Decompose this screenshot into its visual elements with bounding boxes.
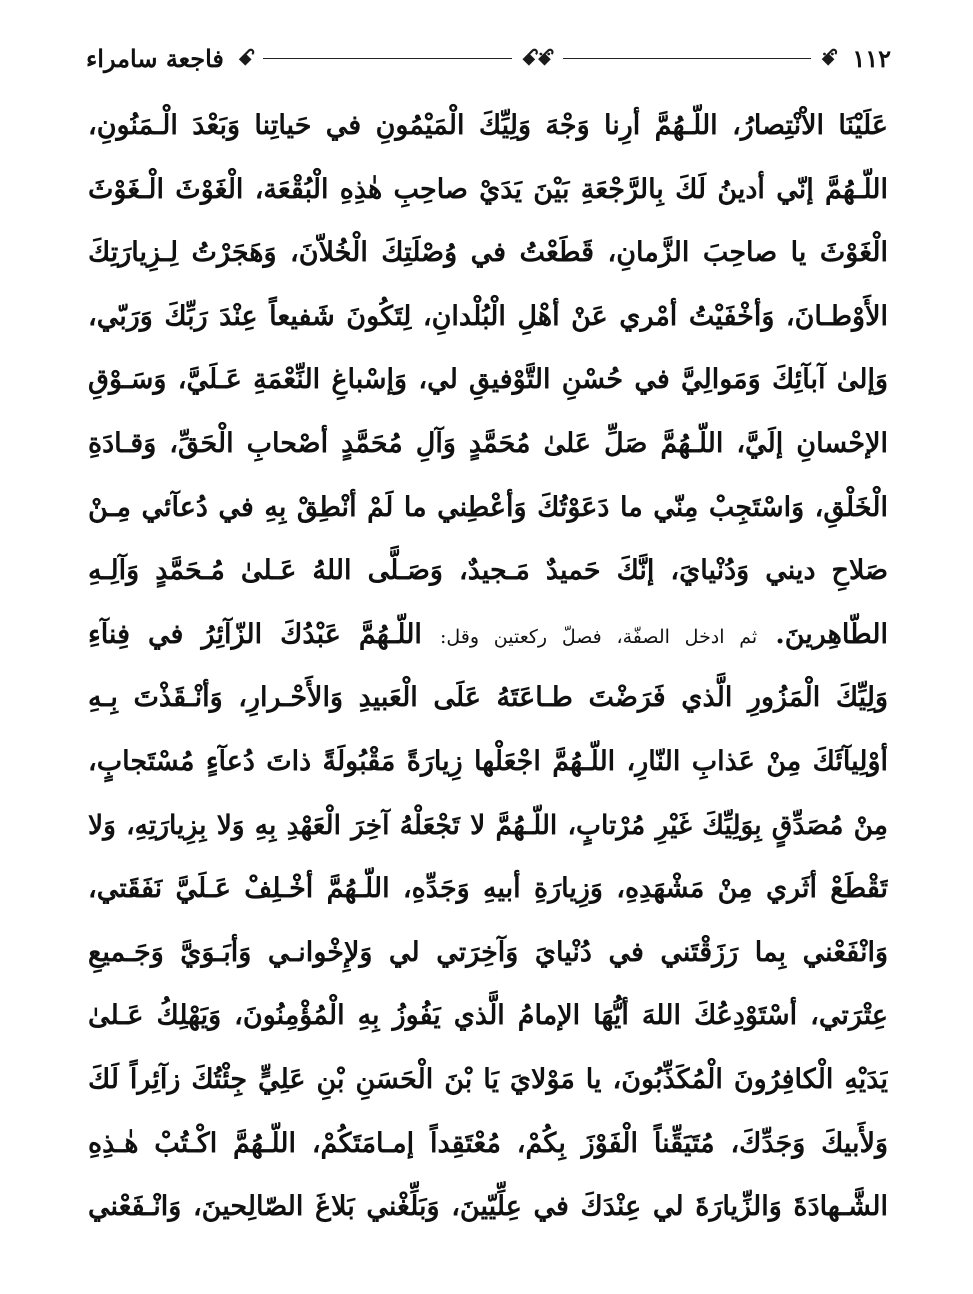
running-header — [86, 38, 891, 78]
line-9-end: اللّـهُمَّ عَبْدُكَ الزّآئِرُ في فِنآءِ — [88, 618, 422, 650]
text-line-14: وَانْفَعْني بِما رَزَقْتَني في دُنْيايَ وَآخِرَتي لي وَلإِخْوانـي وَأبَـوَيَّ وَجَـميعِ — [88, 936, 888, 968]
book-title: فاجعة سامراء — [85, 43, 224, 73]
instruction-text: ثم ادخل الصفّة، فصلّ ركعتين وقل: — [440, 625, 758, 648]
text-line-4: الأَوْطـانَ، وَأخْفَيْتُ أمْري عَنْ أهْلِ الْبُلْدانِ، لِتَكُونَ شَفيعاً عِنْدَ رَبِّكَ وَرَبّي، — [88, 300, 888, 332]
header-rule-left — [263, 58, 511, 59]
line-9-start: الطّاهِرينَ. — [775, 618, 888, 650]
body-text — [88, 94, 888, 1239]
text-line-11: أوْلِيآئَكَ مِنْ عَذابِ النّارِ، اللّـهُمَّ اجْعَلْها زِيارَةً مَقْبُولَةً ذاتَ دُعآءٍ مُسْتَجابٍ، — [88, 745, 888, 777]
text-line-7: الْخَلْقِ، وَاسْتَجِبْ مِنّي ما دَعَوْتُكَ وَأعْطِني ما لَمْ أنْطِقْ بِهِ في دُعآئي مِـنْ — [88, 491, 888, 523]
text-line-12: مِنْ مُصَدِّقٍ بِوَلِيِّكَ غَيْرِ مُرْتابٍ، اللّـهُمَّ لا تَجْعَلْهُ آخِرَ الْعَهْدِ بِهِ وَلا بِزِيارَتِهِ، وَلا — [88, 809, 888, 841]
text-line-18: الشَّـهادَةَ وَالزِّيارَةَ لي عِنْدَكَ في عِلِّيّينَ، وَبَلِّغْني بَلاغَ الصّالِحينَ، وَانْـفَعْني — [88, 1191, 888, 1223]
ornament-left-icon: ꗃ — [237, 45, 254, 71]
text-line-15: عِتْرَتي، أسْتَوْدِعُكَ اللهَ أيُّهَا الإمامُ الَّذي يَفُوزُ بِهِ الْمُؤْمِنُونَ، وَيَهْلِكُ عَـلىٰ — [88, 1000, 888, 1032]
ornament-right-icon: ꗄ — [820, 45, 837, 71]
text-line-8: صَلاحِ ديني وَدُنْيايَ، إنَّكَ حَميدٌ مَـجيدٌ، وَصَـلَّى اللهُ عَـلىٰ مُـحَمَّدٍ وَآلِـهِ — [88, 555, 888, 587]
ornament-center-icon: ꗃꗄ — [521, 45, 553, 71]
text-line-17: وَلأَبيكَ وَجَدِّكَ، مُتَيَقِّناً الْفَوْزَ بِكُمْ، مُعْتَقِداً إمـامَتَكُمْ، اللّـهُمَّ اكْـتُبْ هٰـذِهِ — [88, 1127, 888, 1159]
text-line-16: يَدَيْهِ الْكافِرُونَ الْمُكَذِّبُونَ، يا مَوْلايَ يَا بْنَ الْحَسَنِ بْنِ عَلِيٍّ جِئْتُكَ زآئِراً لَكَ — [88, 1063, 888, 1095]
text-line-2: اللّـهُمَّ إنّي أدينُ لَكَ بِالرَّجْعَةِ بَيْنَ يَدَيْ صاحِبِ هٰذِهِ الْبُقْعَة، الْغَوْثَ الْـغَوْثَ — [88, 173, 888, 205]
text-line-13: تَقْطَعْ أثَري مِنْ مَشْهَدِهِ، وَزِيارَةِ أبيهِ وَجَدِّهِ، اللّـهُمَّ أخْـلِفْ عَـلَيَّ نَفَقَتي، — [88, 873, 888, 905]
header-rule-right — [563, 58, 811, 59]
text-line-5: وَإلىٰ آبآئِكَ وَمَوالِيَّ في حُسْنِ التَّوْفيقِ لي، وَإسْباغِ النِّعْمَةِ عَـلَيَّ، وَسَـوْقِ — [88, 364, 888, 396]
page-number: ١١٢ — [852, 43, 891, 73]
text-line-1: عَلَيْنَا الاْنْتِصارُ، اللّـهُمَّ أرِنا وَجْهَ وَلِيِّكَ الْمَيْمُونِ في حَياتِنا وَبَعْدَ الْـمَنُونِ، — [88, 110, 888, 141]
text-line-3: الْغَوْثَ يا صاحِبَ الزَّمانِ، قَطَعْتُ في وُصْلَتِكَ الْخُلاّنَ، وَهَجَرْتُ لِـزِيارَتِكَ — [88, 237, 888, 269]
text-line-9-mixed — [88, 603, 888, 667]
text-line-10: وَلِيِّكَ الْمَزُورِ الَّذي فَرَضْتَ طـاعَتَهُ عَلَى الْعَبيدِ وَالأَحْـرارِ، وَأنْـقَذْتَ بِـهِ — [88, 682, 888, 714]
text-line-6: الإحْسانِ إلَيَّ، اللّـهُمَّ صَلِّ عَلىٰ مُحَمَّدٍ وَآلِ مُحَمَّدٍ أصْحابِ الْحَقِّ، وَقـادَةِ — [88, 427, 888, 459]
